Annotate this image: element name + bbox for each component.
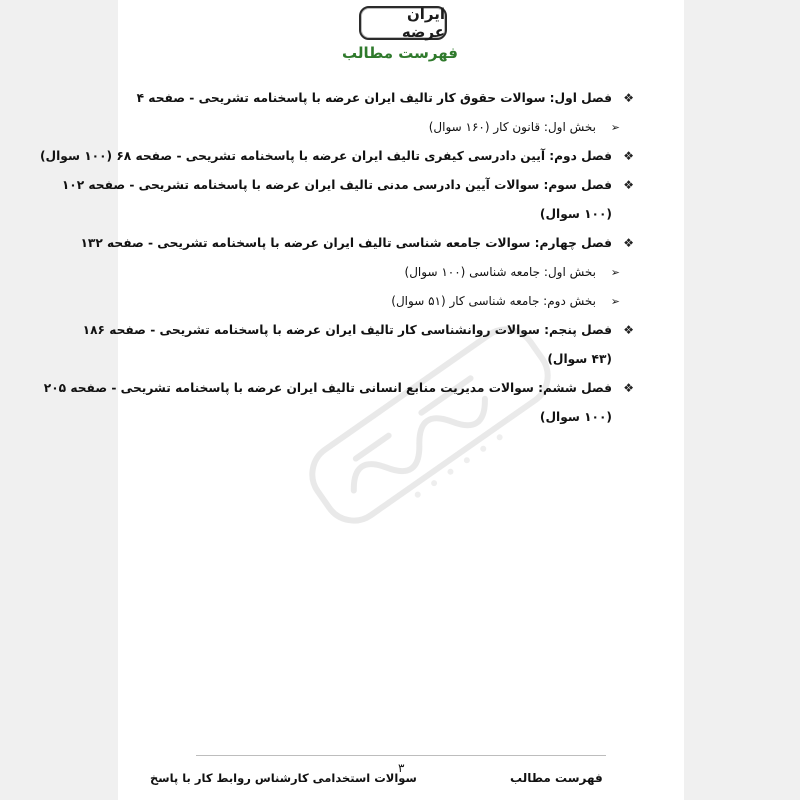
- toc-entry-text: فصل دوم: آیین دادرسی کیفری تالیف ایران عرضه با پاسخنامه تشریحی - صفحه ۶۸ (۱۰۰ سوال): [39, 149, 612, 163]
- footer-section-title: فهرست مطالب: [510, 771, 603, 785]
- arrow-bullet-icon: ➢: [610, 266, 620, 279]
- toc-entry-text: فصل اول: سوالات حقوق کار تالیف ایران عرضه با پاسخنامه تشریحی - صفحه ۴: [136, 91, 612, 105]
- toc-entry-text: فصل سوم: سوالات آیین دادرسی مدنی تالیف ایران عرضه با پاسخنامه تشریحی - صفحه ۱۰۲: [61, 178, 612, 192]
- arrow-bullet-icon: ➢: [610, 121, 620, 134]
- toc-chapter-5[interactable]: [82, 316, 636, 345]
- arrow-bullet-icon: ➢: [610, 295, 620, 308]
- toc-entry-text: فصل ششم: سوالات مدیریت منابع انسانی تالیف ایران عرضه با پاسخنامه تشریحی - صفحه ۲۰۵: [43, 381, 612, 395]
- logo-text: ایران عرضه: [401, 5, 445, 41]
- toc-section-1-1[interactable]: [150, 113, 636, 142]
- toc-chapter-1[interactable]: [136, 84, 636, 113]
- diamond-bullet-icon: ❖: [623, 91, 634, 105]
- toc-entry-text: فصل چهارم: سوالات جامعه شناسی تالیف ایران عرضه با پاسخنامه تشریحی - صفحه ۱۳۲: [80, 236, 612, 250]
- toc-entry-text: بخش اول: قانون کار (۱۶۰ سوال): [428, 120, 596, 134]
- toc-chapter-6-continued: [150, 403, 636, 432]
- toc-chapter-5-continued: [150, 345, 636, 374]
- toc-entry-text: فصل پنجم: سوالات روانشناسی کار تالیف ایران عرضه با پاسخنامه تشریحی - صفحه ۱۸۶: [82, 323, 612, 337]
- diamond-bullet-icon: ❖: [623, 149, 634, 163]
- toc-entry-text: بخش دوم: جامعه شناسی کار (۵۱ سوال): [391, 294, 596, 308]
- toc-entry-text: (۴۳ سوال): [547, 352, 612, 366]
- diamond-bullet-icon: ❖: [623, 381, 634, 395]
- toc-chapter-3[interactable]: [61, 171, 636, 200]
- toc-entry-text: (۱۰۰ سوال): [539, 410, 612, 424]
- brand-logo: [359, 6, 447, 40]
- diamond-bullet-icon: ❖: [623, 236, 634, 250]
- diamond-bullet-icon: ❖: [623, 323, 634, 337]
- toc-title: فهرست مطالب: [342, 44, 458, 62]
- toc-chapter-3-continued: [150, 200, 636, 229]
- footer-book-title: سوالات استخدامی کارشناس روابط کار با پاسخ: [150, 771, 417, 785]
- toc-entry-text: بخش اول: جامعه شناسی (۱۰۰ سوال): [404, 265, 596, 279]
- footer-divider: [196, 755, 606, 756]
- toc-entry-text: (۱۰۰ سوال): [539, 207, 612, 221]
- diamond-bullet-icon: ❖: [623, 178, 634, 192]
- toc-chapter-4[interactable]: [80, 229, 636, 258]
- toc-chapter-6[interactable]: [43, 374, 636, 403]
- page-number: ۳: [398, 761, 405, 775]
- right-margin: [684, 0, 800, 800]
- toc-section-4-2[interactable]: [150, 287, 636, 316]
- toc-section-4-1[interactable]: [150, 258, 636, 287]
- table-of-contents: [39, 84, 636, 432]
- toc-chapter-2[interactable]: [39, 142, 636, 171]
